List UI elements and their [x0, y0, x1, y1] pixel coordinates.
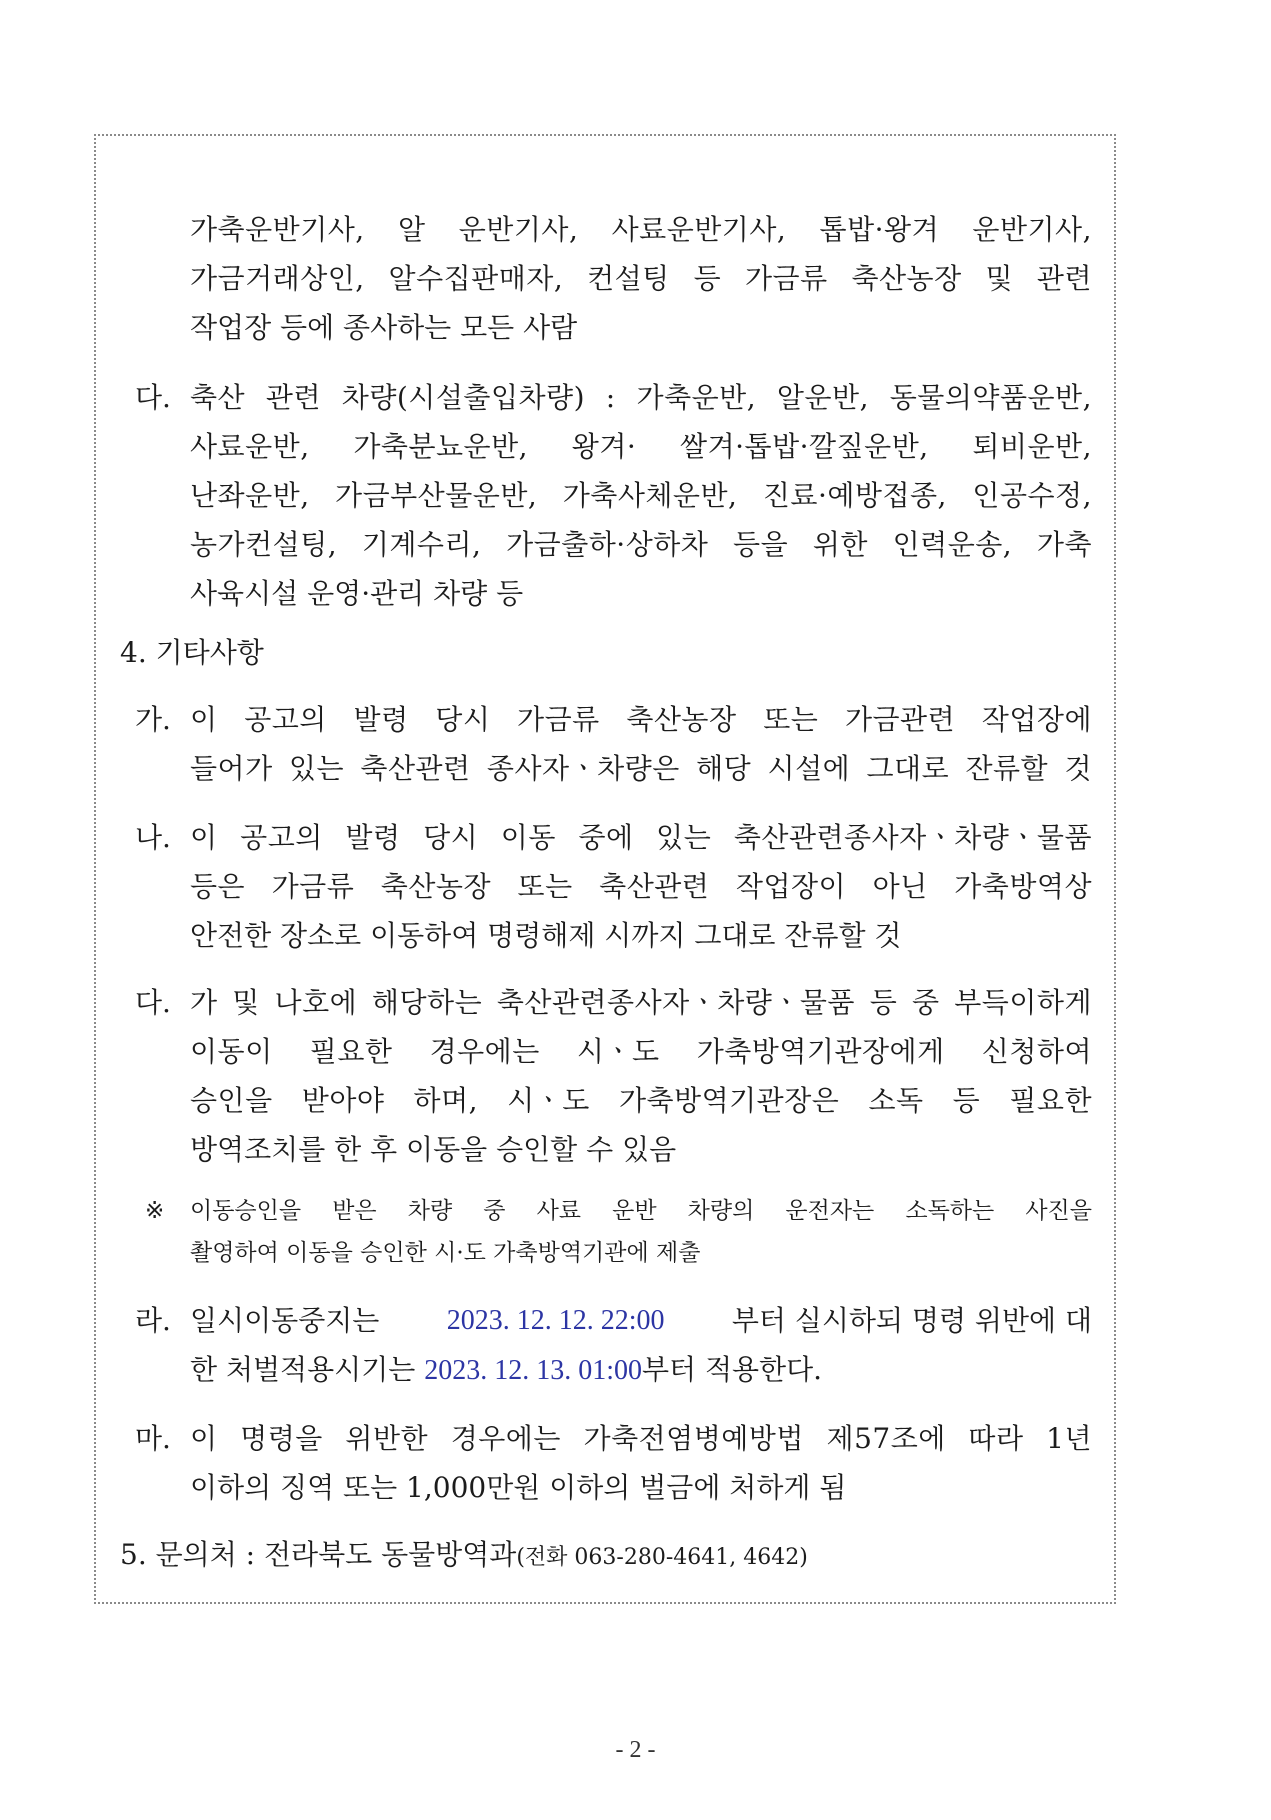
- text-fragment: 부터 적용한다.: [641, 1353, 823, 1386]
- body-line: 이하의 징역 또는 1,000만원 이하의 벌금에 처하게 됨: [190, 1471, 847, 1504]
- body-line: 등은 가금류 축산농장 또는 축산관련 작업장이 아닌 가축방역상: [190, 870, 1092, 903]
- text-fragment: 일시이동중지는: [190, 1304, 380, 1337]
- body-line: 이 공고의 발령 당시 이동 중에 있는 축산관련종사자ㆍ차량ㆍ물품: [190, 821, 1092, 854]
- page-number: - 2 -: [615, 1737, 656, 1763]
- start-datetime: 2023. 12. 12. 22:00: [446, 1305, 665, 1336]
- body-line: 안전한 장소로 이동하여 명령해제 시까지 그대로 잔류할 것: [190, 919, 902, 952]
- body-line: 승인을 받아야 하며, 시ㆍ도 가축방역기관장은 소독 등 필요한: [190, 1084, 1092, 1117]
- penalty-datetime: 2023. 12. 13. 01:00: [424, 1355, 642, 1386]
- body-line: 이동이 필요한 경우에는 시ㆍ도 가축방역기관장에게 신청하여: [190, 1035, 1092, 1068]
- body-line: 사료운반, 가축분뇨운반, 왕겨· 쌀겨·톱밥·깔짚운반, 퇴비운반,: [190, 430, 1092, 463]
- body-line: 작업장 등에 종사하는 모든 사람: [190, 311, 578, 344]
- body-line: 사육시설 운영·관리 차량 등: [190, 577, 524, 610]
- item-marker: 라.: [135, 1304, 171, 1337]
- item-marker: 마.: [135, 1422, 171, 1455]
- body-line: 이 공고의 발령 당시 가금류 축산농장 또는 가금관련 작업장에: [190, 703, 1092, 736]
- body-line: 난좌운반, 가금부산물운반, 가축사체운반, 진료·예방접종, 인공수정,: [190, 479, 1092, 512]
- body-line: 방역조치를 한 후 이동을 승인할 수 있음: [190, 1133, 677, 1166]
- body-line: 가축운반기사, 알 운반기사, 사료운반기사, 톱밥·왕겨 운반기사,: [190, 213, 1092, 246]
- contact-phone: (전화 063-280-4641, 4642): [516, 1545, 808, 1570]
- body-line: 농가컨설팅, 기계수리, 가금출하·상하차 등을 위한 인력운송, 가축: [190, 528, 1092, 561]
- contact-line: [120, 1537, 808, 1576]
- text-fragment: 한 처벌적용시기는: [190, 1353, 425, 1386]
- note-line: 이동승인을 받은 차량 중 사료 운반 차량의 운전자는 소독하는 사진을: [190, 1198, 1092, 1224]
- contact-heading: 5. 문의처 : 전라북도 동물방역과: [120, 1538, 517, 1571]
- note-marker: ※: [145, 1198, 165, 1224]
- item-marker: 다.: [135, 986, 171, 1019]
- text-fragment: 부터 실시하되 명령 위반에 대: [731, 1304, 1092, 1337]
- date-line: [190, 1303, 1092, 1339]
- body-line: 이 명령을 위반한 경우에는 가축전염병예방법 제57조에 따라 1년: [190, 1422, 1092, 1455]
- body-line: 축산 관련 차량(시설출입차량) : 가축운반, 알운반, 동물의약품운반,: [190, 381, 1092, 414]
- body-line: 가 및 나호에 해당하는 축산관련종사자ㆍ차량ㆍ물품 등 중 부득이하게: [190, 986, 1092, 1019]
- item-marker: 다.: [135, 381, 171, 414]
- note-line: 촬영하여 이동을 승인한 시·도 가축방역기관에 제출: [190, 1240, 701, 1266]
- item-marker: 가.: [135, 703, 171, 736]
- section-heading: 4. 기타사항: [120, 636, 264, 669]
- item-marker: 나.: [135, 821, 171, 854]
- date-line: [190, 1352, 822, 1389]
- body-line: 들어가 있는 축산관련 종사자ㆍ차량은 해당 시설에 그대로 잔류할 것: [190, 752, 1092, 785]
- body-line: 가금거래상인, 알수집판매자, 컨설팅 등 가금류 축산농장 및 관련: [190, 262, 1092, 295]
